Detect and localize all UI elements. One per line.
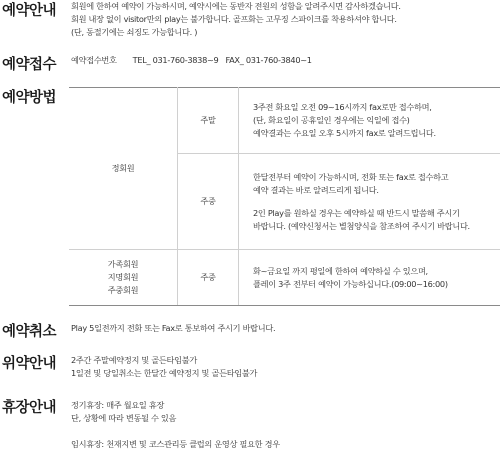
notice-heading: 예약안내 — [2, 3, 57, 19]
reception-fax: FAX_ 031-760-3840~1 — [225, 55, 312, 65]
closure-heading: 휴장안내 — [2, 400, 57, 416]
notice-line-3: (단, 동절기에는 쇠징도 가능합니다. ) — [71, 27, 198, 37]
method-heading: 예약방법 — [2, 90, 57, 106]
reception-tel[interactable]: TEL_ 031-760-3838~9 — [132, 55, 219, 65]
cancel-heading: 예약취소 — [2, 324, 57, 340]
cancel-text: Play 5일전까지 전화 또는 Fax로 통보하여 주시기 바랍니다. — [71, 323, 276, 333]
weekday-line-4: 바랍니다. (예약신청서는 별첨양식을 참조하여 주시기 바랍니다. — [253, 220, 470, 231]
reception-info — [71, 54, 312, 67]
weekday-line-1: 한달전부터 예약이 가능하시며, 전화 또는 fax로 접수하고 — [253, 171, 449, 182]
weekend-description — [239, 88, 500, 154]
weekday-description — [239, 154, 500, 250]
violation-line-1: 2주간 주말예약정지 및 골든타임불가 — [71, 355, 197, 365]
other-weekday-label: 주중 — [178, 250, 239, 306]
other-description — [239, 250, 500, 306]
weekend-label: 주말 — [178, 88, 239, 154]
weekend-line-2: (단, 화요일이 공휴일인 경우에는 익일에 접수) — [253, 115, 410, 125]
other-line-1: 화~금요일 까지 평일에 한하여 예약하실 수 있으며, — [253, 265, 428, 276]
closure-regular-line-1: 정기휴장: 매주 월요일 휴장 — [71, 400, 165, 410]
weekend-line-1: 3주전 화요일 오전 09~16시까지 fax로만 접수하며, — [253, 102, 432, 112]
closure-regular-line-2: 단, 상황에 따라 변동될 수 있음 — [71, 413, 177, 423]
family-member-label: 가족회원 — [107, 259, 139, 269]
violation-heading: 위약안내 — [2, 356, 57, 372]
notice-line-2: 회원 내장 없이 visitor만의 play는 불가합니다. 골프화는 고무징 스파이크를 착용하셔야 합니다. — [71, 14, 397, 24]
table-row — [69, 88, 500, 154]
weekday-line-3: 2인 Play를 원하실 경우는 예약하실 때 반드시 말씀해 주시기 — [253, 207, 460, 218]
reception-heading: 예약접수 — [2, 57, 57, 73]
other-line-2: 플레이 3주 전부터 예약이 가능하십니다.(09:00~16:00) — [253, 278, 448, 289]
other-members-cell — [69, 250, 178, 306]
table-row — [69, 250, 500, 306]
reception-label: 예약접수번호 — [71, 55, 117, 65]
weekday-line-2: 예약 결과는 바로 알려드리게 됩니다. — [253, 184, 379, 195]
reservation-method-table — [69, 87, 500, 306]
weekday-label: 주중 — [178, 154, 239, 250]
regular-member-cell: 정회원 — [69, 88, 178, 250]
closure-temporary: 임시휴장: 천재지변 및 코스관리등 클럽의 운영상 필요한 경우 — [71, 439, 280, 449]
weekday-member-label: 주중회원 — [107, 285, 139, 295]
notice-line-1: 회원에 한하여 예약이 가능하시며, 예약시에는 동반자 전원의 성함을 알려주시면 감사하겠습니다. — [71, 1, 401, 11]
weekend-line-3: 예약결과는 수요일 오후 5시까지 fax로 알려드립니다. — [253, 128, 436, 138]
designated-member-label: 지명회원 — [107, 272, 139, 282]
violation-line-2: 1일전 및 당일취소는 한달간 예약정지 및 골든타임불가 — [71, 368, 258, 378]
